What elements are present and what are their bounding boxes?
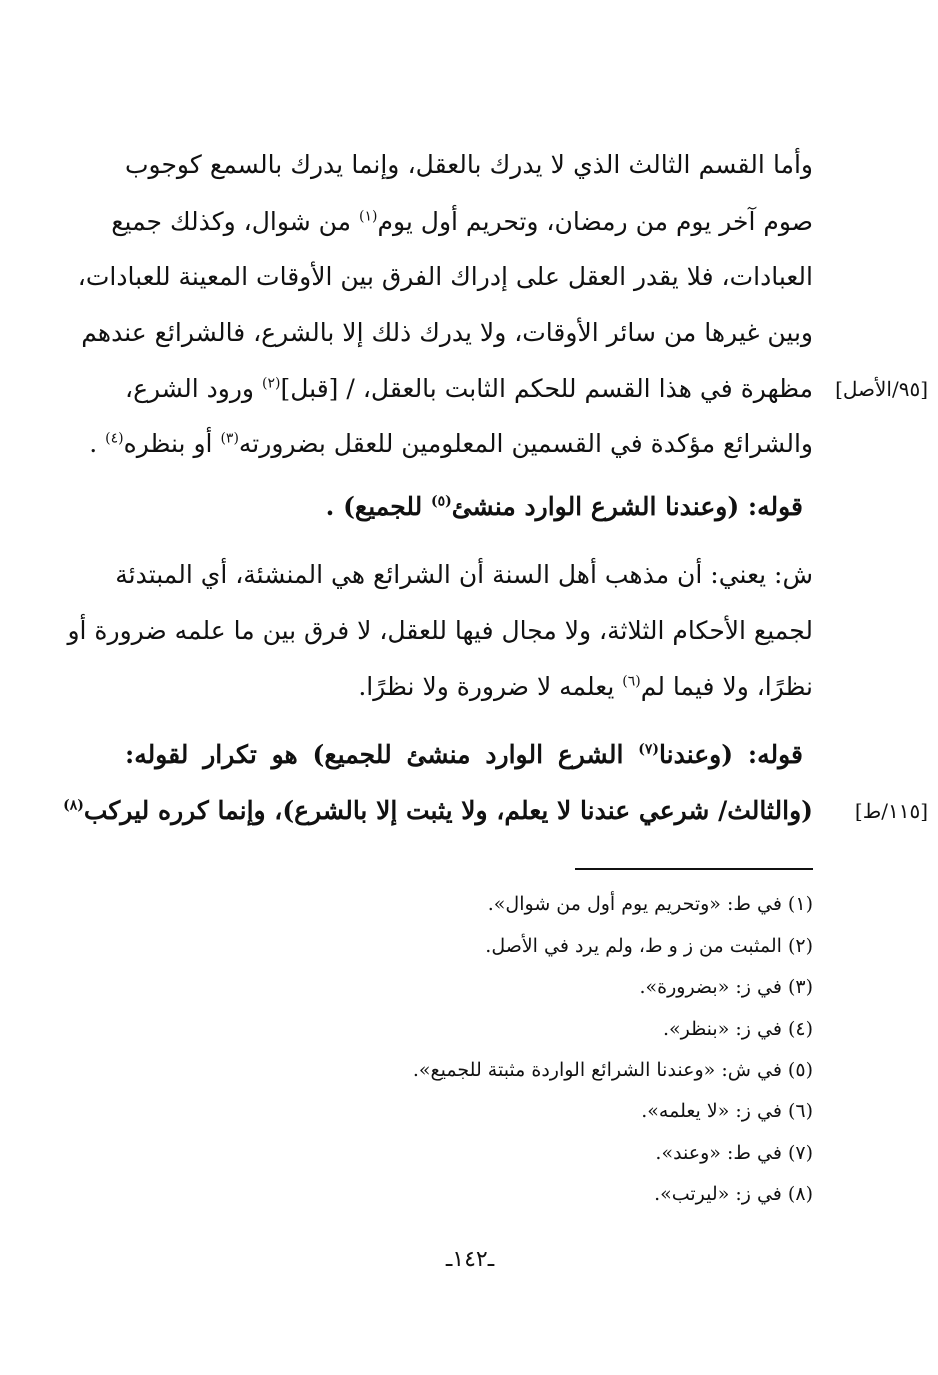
footnote-3: (٣) في ز: «بضرورة».	[639, 976, 813, 998]
footnote-ref-3[interactable]: (٣)	[220, 430, 239, 447]
text-span: (والثالث/ شرعي عندنا لا يعلم، ولا يثبت إلا بالشرع)، وإنما كرره ليركب	[83, 796, 813, 825]
text-span: صوم آخر يوم من رمضان، وتحريم أول يوم	[377, 207, 813, 236]
footnote-6: (٦) في ز: «لا يعلمه».	[641, 1100, 813, 1122]
text-span: لجميع الأحكام الثلاثة، ولا مجال فيها للعقل، لا فرق بين ما علمه ضرورة أو	[67, 616, 813, 645]
text-line-5	[125, 366, 813, 412]
footnote-ref-5[interactable]: (٥)	[430, 493, 452, 510]
text-span: للجميع) .	[325, 492, 431, 521]
text-span: ش: يعني: أن مذهب أهل السنة أن الشرائع هي المنشئة، أي المبتدئة	[115, 560, 813, 589]
margin-note-asl: [٩٥/الأصل]	[835, 377, 928, 401]
text-line-12	[63, 788, 813, 834]
footnote-1: (١) في ط: «وتحريم يوم أول من شوال».	[487, 893, 813, 915]
text-span: وأما القسم الثالث الذي لا يدرك بالعقل، وإنما يدرك بالسمع كوجوب	[125, 150, 813, 179]
text-span: قوله: (وعندنا الشرع الوارد منشئ	[451, 492, 803, 521]
page-number: ـ١٤٢ـ	[445, 1247, 495, 1272]
text-line-2	[111, 199, 813, 245]
text-line-8	[115, 552, 813, 598]
footnote-separator	[575, 868, 813, 870]
text-span: مظهرة في هذا القسم للحكم الثابت بالعقل، / [قبل]	[280, 374, 814, 403]
text-span: يعلمه لا ضرورة ولا نظرًا.	[358, 672, 623, 701]
text-span: قوله: (وعندنا	[659, 740, 803, 769]
footnote-ref-6[interactable]: (٦)	[622, 673, 641, 690]
footnote-7: (٧) في ط: «وعند».	[655, 1142, 813, 1164]
footnote-ref-7[interactable]: (٧)	[638, 741, 659, 758]
text-span: أو بنظره	[123, 429, 221, 458]
text-span: العبادات، فلا يقدر العقل على إدراك الفرق بين الأوقات المعينة للعبادات،	[77, 262, 813, 291]
text-span: ورود الشرع،	[125, 374, 263, 403]
text-line-1	[125, 142, 813, 188]
margin-note-ta: [١١٥/ط]	[854, 799, 928, 823]
text-span: الشرع الوارد منشئ للجميع) هو تكرار لقوله:	[125, 740, 639, 769]
footnote-ref-1[interactable]: (١)	[359, 208, 378, 225]
quote-heading-1	[115, 484, 803, 530]
footnote-5: (٥) في ش: «وعندنا الشرائع الواردة مثبتة للجميع».	[412, 1059, 813, 1081]
footnote-4: (٤) في ز: «بنظر».	[662, 1018, 813, 1040]
quote-heading-2	[125, 732, 803, 778]
text-span: وبين غيرها من سائر الأوقات، ولا يدرك ذلك إلا بالشرع، فالشرائع عندهم	[81, 318, 813, 347]
text-span: والشرائع مؤكدة في القسمين المعلومين للعقل بضرورته	[238, 429, 813, 458]
footnote-8: (٨) في ز: «ليرتب».	[654, 1183, 813, 1205]
footnote-ref-4[interactable]: (٤)	[105, 430, 124, 447]
text-span: من شوال، وكذلك جميع	[111, 207, 360, 236]
footnote-ref-2[interactable]: (٢)	[262, 375, 281, 392]
footnote-ref-8[interactable]: (٨)	[63, 797, 84, 814]
text-span: .	[89, 429, 106, 458]
text-line-3	[77, 254, 813, 300]
text-span: نظرًا، ولا فيما لم	[640, 672, 813, 701]
text-line-6	[89, 421, 813, 467]
text-line-9	[67, 608, 813, 654]
text-line-4	[81, 310, 813, 356]
text-line-10	[125, 664, 813, 710]
footnote-2: (٢) المثبت من ز و ط، ولم يرد في الأصل.	[485, 935, 813, 957]
